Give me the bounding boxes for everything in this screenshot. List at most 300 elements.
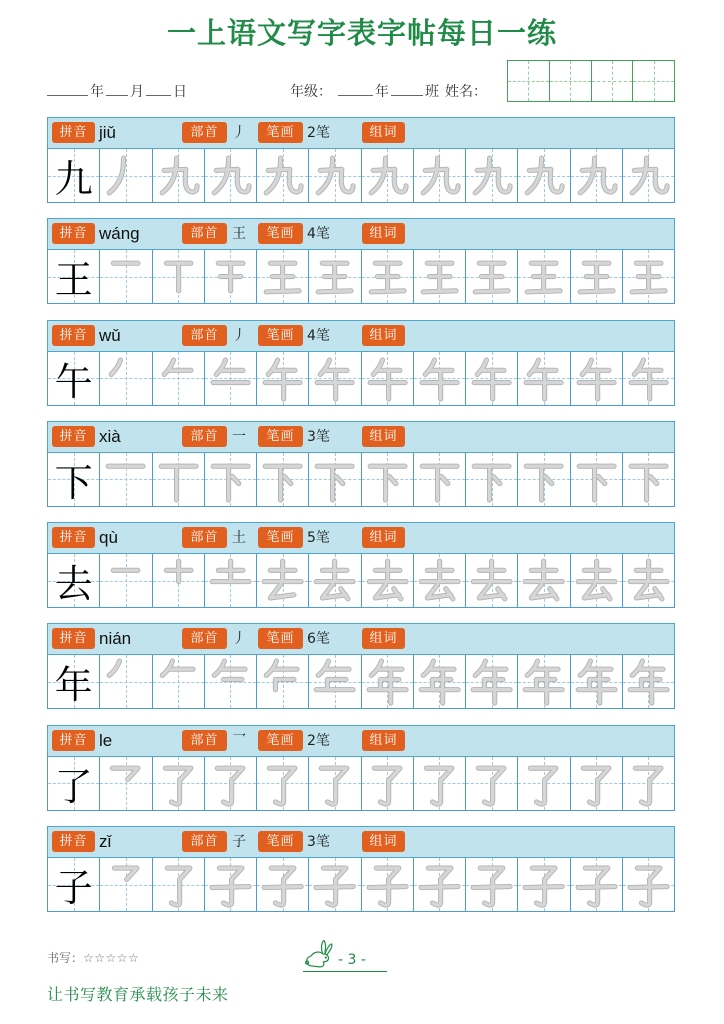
trace-cell <box>571 757 623 810</box>
trace-cell <box>362 858 414 911</box>
trace-cell <box>309 655 361 708</box>
word-group-badge: 组词 <box>362 426 405 447</box>
name-grid-cell <box>592 61 634 101</box>
trace-character <box>623 453 674 506</box>
trace-character <box>623 250 674 303</box>
trace-cell <box>623 757 674 810</box>
trace-character <box>309 352 360 405</box>
trace-cell <box>623 250 674 303</box>
trace-cell <box>571 149 623 202</box>
trace-character <box>623 858 674 911</box>
trace-cell <box>623 655 674 708</box>
trace-character <box>623 757 674 810</box>
pinyin-badge: 拼音 <box>52 628 95 649</box>
trace-character <box>466 757 517 810</box>
practice-blocks <box>47 117 675 927</box>
character-stroke <box>423 291 456 292</box>
trace-character <box>257 250 308 303</box>
practice-grid <box>47 149 675 203</box>
trace-character <box>257 858 308 911</box>
pinyin-badge: 拼音 <box>52 730 95 751</box>
stroke-count-badge: 笔画 <box>258 527 303 548</box>
trace-cell <box>414 757 466 810</box>
trace-character <box>100 149 151 202</box>
trace-cell <box>414 655 466 708</box>
character-info-bar <box>47 421 675 453</box>
radical-badge: 部首 <box>182 831 227 852</box>
stroke-count-text: 4笔 <box>307 226 330 243</box>
trace-cell <box>466 453 518 506</box>
trace-character <box>205 250 256 303</box>
radical-text: 一 <box>232 428 246 445</box>
trace-cell <box>205 858 257 911</box>
trace-cell <box>466 554 518 607</box>
trace-cell <box>571 554 623 607</box>
trace-character <box>414 250 465 303</box>
trace-character <box>100 858 151 911</box>
rating-label: 书写： <box>47 951 84 965</box>
character-stroke <box>371 291 404 292</box>
model-character: 子 <box>54 866 93 911</box>
trace-cell <box>518 149 570 202</box>
trace-character <box>362 453 413 506</box>
radical-badge: 部首 <box>182 325 227 346</box>
model-character: 下 <box>54 460 93 505</box>
trace-cell <box>100 149 152 202</box>
class-blank <box>391 82 423 96</box>
trace-cell <box>309 858 361 911</box>
trace-cell <box>518 250 570 303</box>
stroke-count-text: 5笔 <box>307 530 330 547</box>
trace-character <box>623 352 674 405</box>
rating-stars: ☆☆☆☆☆ <box>83 951 140 965</box>
trace-cell <box>466 352 518 405</box>
pinyin-badge: 拼音 <box>52 426 95 447</box>
name-grid-cell <box>550 61 592 101</box>
trace-cell <box>100 655 152 708</box>
trace-cell <box>100 858 152 911</box>
trace-cell <box>257 554 309 607</box>
trace-cell <box>205 352 257 405</box>
stroke-count-badge: 笔画 <box>258 426 303 447</box>
pinyin-text: wáng <box>99 224 140 244</box>
trace-character <box>205 858 256 911</box>
trace-character <box>153 858 204 911</box>
trace-character <box>518 554 569 607</box>
trace-character <box>153 554 204 607</box>
trace-cell <box>518 453 570 506</box>
date-line <box>47 82 189 102</box>
trace-cell <box>309 250 361 303</box>
trace-character <box>414 149 465 202</box>
radical-text: 丿 <box>232 327 246 344</box>
model-character: 王 <box>54 258 93 303</box>
trace-character <box>518 655 569 708</box>
trace-character <box>100 655 151 708</box>
trace-character <box>571 352 622 405</box>
trace-cell <box>466 655 518 708</box>
trace-cell <box>257 250 309 303</box>
trace-character <box>205 453 256 506</box>
trace-character <box>205 554 256 607</box>
trace-character <box>466 352 517 405</box>
trace-cell <box>257 655 309 708</box>
trace-cell <box>153 655 205 708</box>
trace-cell <box>571 250 623 303</box>
trace-cell <box>362 352 414 405</box>
character-info-bar <box>47 117 675 149</box>
trace-cell <box>153 352 205 405</box>
trace-cell <box>623 453 674 506</box>
character-block <box>47 522 675 608</box>
trace-cell <box>205 453 257 506</box>
practice-grid <box>47 352 675 406</box>
radical-text: 土 <box>232 530 246 547</box>
trace-character <box>153 250 204 303</box>
trace-character <box>414 554 465 607</box>
model-character-cell <box>48 554 100 607</box>
trace-cell <box>571 352 623 405</box>
pinyin-text: qù <box>99 528 118 548</box>
trace-cell <box>205 250 257 303</box>
name-label: 姓名： <box>445 84 487 100</box>
trace-cell <box>414 352 466 405</box>
trace-cell <box>414 250 466 303</box>
pinyin-text: zǐ <box>99 832 112 852</box>
stroke-count-badge: 笔画 <box>258 122 303 143</box>
character-info-bar <box>47 218 675 250</box>
trace-cell <box>466 858 518 911</box>
word-group-badge: 组词 <box>362 527 405 548</box>
footer-slogan: 让书写教育承载孩子未来 <box>47 985 229 1004</box>
trace-character <box>309 250 360 303</box>
trace-character <box>309 655 360 708</box>
trace-cell <box>205 655 257 708</box>
word-group-badge: 组词 <box>362 831 405 852</box>
trace-character <box>518 250 569 303</box>
trace-character <box>571 757 622 810</box>
radical-badge: 部首 <box>182 122 227 143</box>
character-stroke <box>266 291 299 292</box>
character-stroke <box>527 291 560 292</box>
trace-cell <box>100 554 152 607</box>
trace-character <box>518 453 569 506</box>
trace-character <box>205 757 256 810</box>
trace-character <box>466 554 517 607</box>
character-block <box>47 623 675 709</box>
trace-character <box>414 453 465 506</box>
model-character-cell <box>48 250 100 303</box>
stroke-count-text: 3笔 <box>307 428 330 445</box>
trace-character <box>571 250 622 303</box>
stroke-count-badge: 笔画 <box>258 325 303 346</box>
trace-character <box>623 554 674 607</box>
trace-cell <box>257 352 309 405</box>
stroke-count-text: 6笔 <box>307 631 330 648</box>
character-block <box>47 218 675 304</box>
trace-character <box>309 858 360 911</box>
trace-character <box>153 655 204 708</box>
trace-character <box>100 453 151 506</box>
trace-character <box>153 149 204 202</box>
character-stroke <box>525 887 562 888</box>
trace-cell <box>153 149 205 202</box>
stroke-count-badge: 笔画 <box>258 730 303 751</box>
stroke-count-text: 4笔 <box>307 327 330 344</box>
character-info-bar <box>47 522 675 554</box>
model-character: 年 <box>54 663 93 708</box>
character-stroke <box>318 291 351 292</box>
trace-cell <box>309 453 361 506</box>
class-label: 班 <box>425 84 439 100</box>
radical-badge: 部首 <box>182 426 227 447</box>
trace-character <box>309 757 360 810</box>
trace-character <box>518 352 569 405</box>
pinyin-text: nián <box>99 629 132 649</box>
trace-cell <box>466 149 518 202</box>
trace-character <box>571 453 622 506</box>
trace-character <box>153 453 204 506</box>
pinyin-text: xià <box>99 426 121 446</box>
practice-grid <box>47 757 675 811</box>
trace-character <box>100 250 151 303</box>
practice-grid <box>47 655 675 709</box>
trace-character <box>414 858 465 911</box>
stroke-count-badge: 笔画 <box>258 628 303 649</box>
trace-character <box>362 352 413 405</box>
model-character-cell <box>48 149 100 202</box>
character-stroke <box>264 887 301 888</box>
character-stroke <box>475 291 508 292</box>
trace-cell <box>309 352 361 405</box>
character-stroke <box>630 887 667 888</box>
trace-cell <box>414 453 466 506</box>
pinyin-text: wǔ <box>99 325 121 345</box>
trace-character <box>414 352 465 405</box>
trace-character <box>362 655 413 708</box>
name-grid-cell <box>508 61 550 101</box>
trace-character <box>257 757 308 810</box>
character-block <box>47 320 675 406</box>
name-writing-grid <box>507 60 675 102</box>
trace-cell <box>153 757 205 810</box>
trace-character <box>571 554 622 607</box>
grade-label: 年级： <box>290 84 332 100</box>
trace-cell <box>153 858 205 911</box>
trace-cell <box>623 149 674 202</box>
pinyin-text: le <box>99 730 113 750</box>
pinyin-badge: 拼音 <box>52 831 95 852</box>
character-block <box>47 826 675 912</box>
character-stroke <box>212 887 249 888</box>
trace-character <box>518 757 569 810</box>
pinyin-badge: 拼音 <box>52 325 95 346</box>
character-stroke <box>580 291 613 292</box>
character-info-bar <box>47 826 675 858</box>
stroke-count-badge: 笔画 <box>258 223 303 244</box>
radical-text: 丿 <box>232 631 246 648</box>
trace-cell <box>257 757 309 810</box>
character-stroke <box>632 291 665 292</box>
trace-character <box>309 149 360 202</box>
radical-badge: 部首 <box>182 527 227 548</box>
trace-character <box>309 453 360 506</box>
stroke-count-badge: 笔画 <box>258 831 303 852</box>
day-label: 日 <box>173 84 187 100</box>
trace-cell <box>153 554 205 607</box>
character-stroke <box>473 887 510 888</box>
trace-cell <box>518 352 570 405</box>
handwriting-rating <box>47 950 139 966</box>
character-info-bar <box>47 725 675 757</box>
word-group-badge: 组词 <box>362 628 405 649</box>
trace-cell <box>518 858 570 911</box>
character-info-bar <box>47 623 675 655</box>
model-character: 了 <box>54 764 93 809</box>
trace-character <box>362 554 413 607</box>
trace-cell <box>571 453 623 506</box>
trace-character <box>257 453 308 506</box>
character-block <box>47 725 675 811</box>
trace-character <box>623 149 674 202</box>
pinyin-badge: 拼音 <box>52 122 95 143</box>
trace-character <box>257 655 308 708</box>
year-label: 年 <box>90 84 104 100</box>
grade-year-label: 年 <box>375 84 389 100</box>
trace-character <box>205 655 256 708</box>
trace-cell <box>100 757 152 810</box>
pinyin-badge: 拼音 <box>52 223 95 244</box>
trace-character <box>100 757 151 810</box>
model-character: 午 <box>54 359 93 404</box>
trace-character <box>205 149 256 202</box>
trace-character <box>362 757 413 810</box>
trace-cell <box>362 655 414 708</box>
trace-character <box>257 149 308 202</box>
trace-cell <box>623 352 674 405</box>
trace-character <box>623 655 674 708</box>
word-group-badge: 组词 <box>362 325 405 346</box>
trace-character <box>466 655 517 708</box>
page-number: - 3 - <box>338 952 366 968</box>
model-character-cell <box>48 453 100 506</box>
trace-cell <box>362 453 414 506</box>
trace-cell <box>257 858 309 911</box>
year-blank <box>47 82 88 96</box>
trace-character <box>362 250 413 303</box>
class-line <box>290 82 487 102</box>
trace-character <box>571 149 622 202</box>
trace-character <box>571 655 622 708</box>
model-character: 九 <box>54 157 93 201</box>
character-block <box>47 421 675 507</box>
model-character-cell <box>48 655 100 708</box>
month-blank <box>106 82 128 96</box>
trace-cell <box>100 352 152 405</box>
trace-cell <box>518 655 570 708</box>
stroke-count-text: 2笔 <box>307 732 330 749</box>
trace-character <box>466 149 517 202</box>
radical-badge: 部首 <box>182 730 227 751</box>
trace-cell <box>153 250 205 303</box>
trace-cell <box>309 149 361 202</box>
trace-cell <box>466 757 518 810</box>
model-character-cell <box>48 352 100 405</box>
month-label: 月 <box>130 84 144 100</box>
trace-cell <box>309 554 361 607</box>
trace-cell <box>153 453 205 506</box>
trace-character <box>205 352 256 405</box>
trace-cell <box>205 149 257 202</box>
character-stroke <box>421 887 458 888</box>
trace-cell <box>414 858 466 911</box>
word-group-badge: 组词 <box>362 223 405 244</box>
trace-cell <box>571 655 623 708</box>
model-character-cell <box>48 858 100 911</box>
character-stroke <box>316 887 353 888</box>
trace-cell <box>466 250 518 303</box>
trace-cell <box>362 149 414 202</box>
character-info-bar <box>47 320 675 352</box>
trace-character <box>153 352 204 405</box>
practice-grid <box>47 554 675 608</box>
character-block <box>47 117 675 203</box>
trace-cell <box>257 453 309 506</box>
pinyin-text: jiǔ <box>99 123 117 142</box>
trace-character <box>518 858 569 911</box>
trace-cell <box>623 554 674 607</box>
trace-cell <box>362 554 414 607</box>
word-group-badge: 组词 <box>362 122 405 143</box>
pinyin-badge: 拼音 <box>52 527 95 548</box>
practice-grid <box>47 250 675 304</box>
radical-text: 丿 <box>232 125 246 141</box>
trace-character <box>414 655 465 708</box>
radical-text: 乛 <box>232 732 246 749</box>
trace-cell <box>257 149 309 202</box>
character-stroke <box>369 887 406 888</box>
trace-cell <box>571 858 623 911</box>
trace-character <box>414 757 465 810</box>
practice-grid <box>47 858 675 912</box>
trace-character <box>100 352 151 405</box>
trace-character <box>466 858 517 911</box>
trace-character <box>100 554 151 607</box>
trace-cell <box>623 858 674 911</box>
practice-grid <box>47 453 675 507</box>
model-character: 去 <box>54 562 93 607</box>
trace-cell <box>414 554 466 607</box>
radical-badge: 部首 <box>182 628 227 649</box>
page-number-underline <box>303 971 387 972</box>
stroke-count-text: 2笔 <box>307 125 330 141</box>
trace-cell <box>205 757 257 810</box>
trace-character <box>362 149 413 202</box>
rabbit-icon <box>302 938 336 972</box>
stroke-count-text: 3笔 <box>307 834 330 851</box>
radical-text: 王 <box>232 226 246 243</box>
radical-text: 子 <box>232 834 246 851</box>
trace-cell <box>518 554 570 607</box>
trace-cell <box>362 250 414 303</box>
grade-blank <box>338 82 373 96</box>
trace-character <box>257 554 308 607</box>
trace-cell <box>362 757 414 810</box>
trace-cell <box>414 149 466 202</box>
trace-character <box>257 352 308 405</box>
page-title: 一上语文写字表字帖每日一练 <box>166 16 557 50</box>
trace-character <box>571 858 622 911</box>
